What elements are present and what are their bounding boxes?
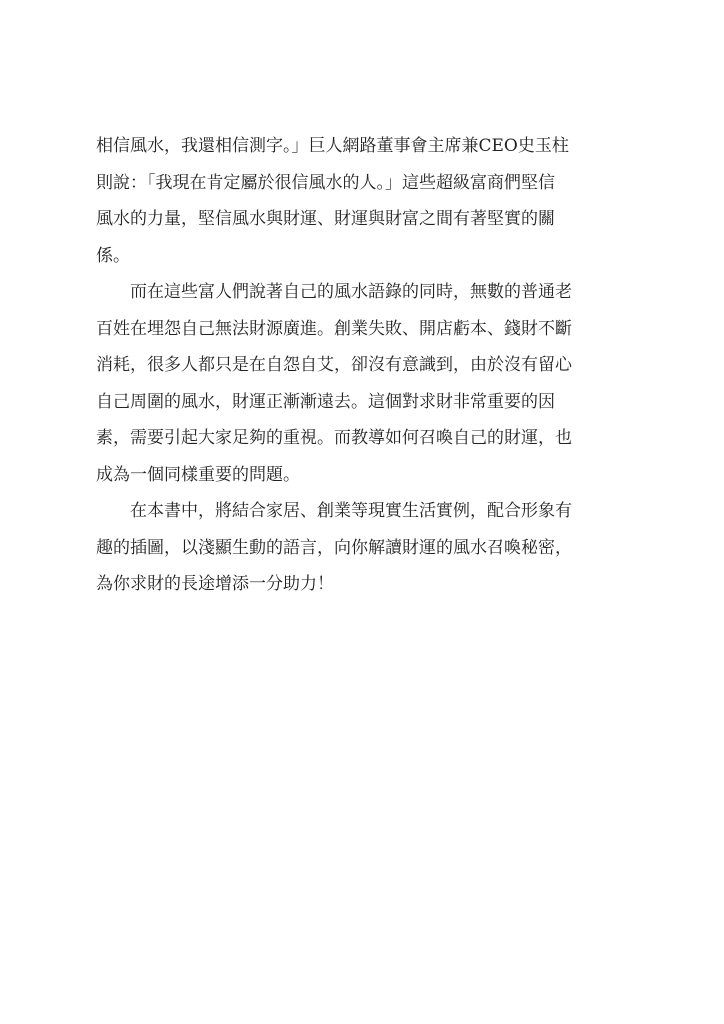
paragraph-2 [96, 274, 636, 493]
text-line: 則說：「我現在肯定屬於很信風水的人。」這些超級富商們堅信 [96, 172, 555, 193]
text-line: 係。 [96, 245, 130, 266]
text-line: 風水的力量，堅信風水與財運、財運與財富之間有著堅實的關 [96, 209, 555, 229]
text-line: 消耗，很多人都只是在自怨自艾，卻沒有意識到，由於沒有留心 [96, 355, 572, 375]
text-line: 相信風水，我還相信測字。」巨人網路董事會主席兼CEO史玉柱 [96, 136, 569, 156]
paragraph-1 [96, 128, 636, 274]
text-line: 趣的插圖，以淺顯生動的語言，向你解讀財運的風水召喚秘密， [96, 537, 572, 558]
text-line: 自己周圍的風水，財運正漸漸遠去。這個對求財非常重要的因 [96, 391, 555, 412]
text-line: 成為一個同樣重要的問題。 [96, 464, 300, 485]
text-line: 為你求財的長途增添一分助力！ [96, 574, 334, 594]
text-line-indented: 在本書中，將結合家居、創業等現實生活實例，配合形象有 [130, 501, 572, 521]
text-line-indented: 而在這些富人們說著自己的風水語錄的同時，無數的普通老 [130, 282, 572, 302]
paragraph-3 [96, 493, 636, 603]
text-line: 百姓在埋怨自己無法財源廣進。創業失敗、開店虧本、錢財不斷 [96, 318, 572, 339]
text-line: 素，需要引起大家足夠的重視。而教導如何召喚自己的財運，也 [96, 428, 572, 448]
body-text [96, 128, 636, 603]
